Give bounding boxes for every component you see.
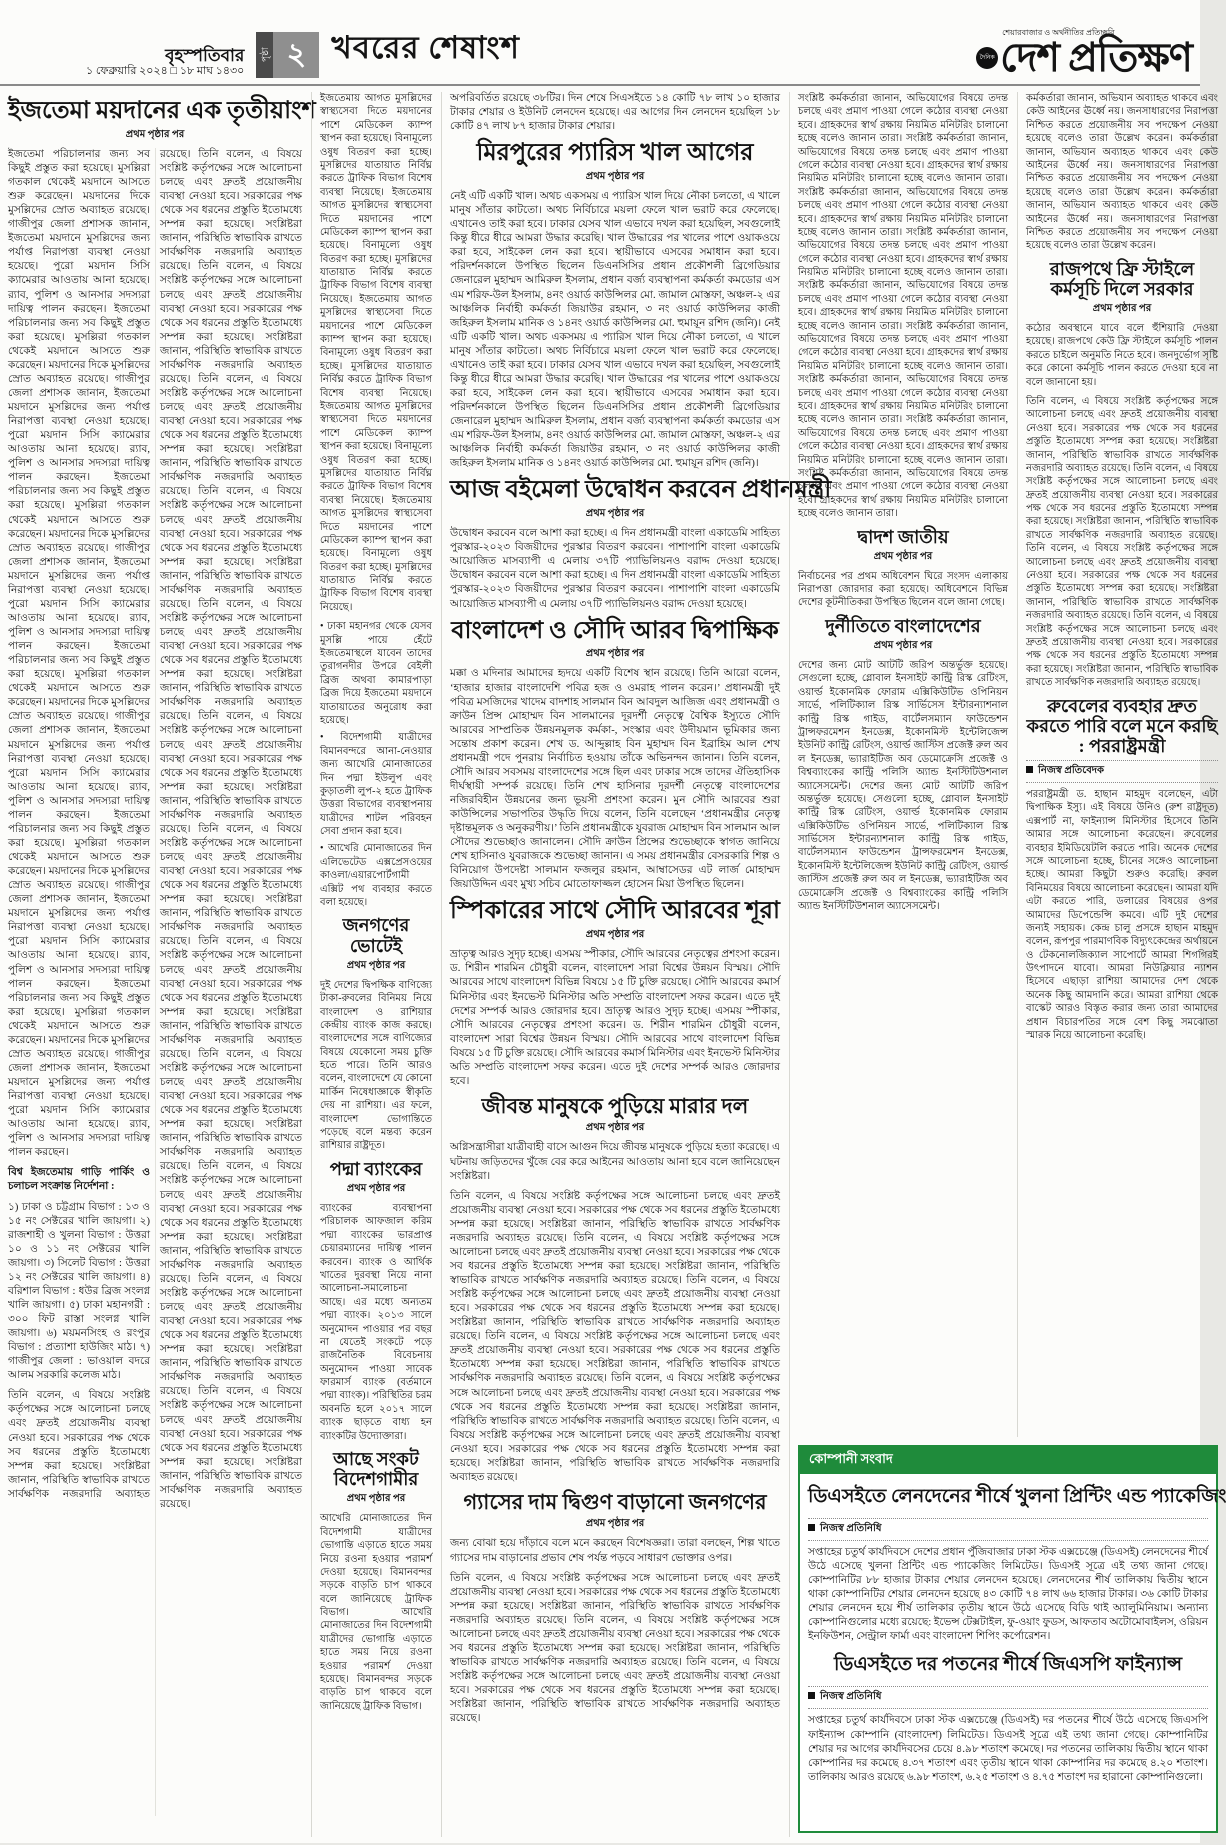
article-headline: আজ বইমেলা উদ্বোধন করবেন প্রধানমন্ত্রী: [450, 477, 832, 504]
article-headline: ডিএসইতে লেনদেনের শীর্ষে খুলনা প্রিন্টিং এন্ড প্যাকেজিং: [808, 1486, 1226, 1507]
bullet-item: • বিদেশগামী যাত্রীদের বিমানবন্দরে আনা-নেওয়ার জন্য আখেরি মোনাজাতের দিন পদ্মা ইউলুপ এবং কুড়াতলী লুপ-২ হতে ট্রাফিক উত্তরা বিভাগের ব্যবস্থাপনায় যাত্রীদের শাটল পরিবহন সেবা প্রদান করা হবে।: [320, 732, 432, 838]
article-body: তিনি বলেন, এ বিষয়ে সংশ্লিষ্ট কর্তৃপক্ষের সঙ্গে আলোচনা চলছে এবং দ্রুতই প্রয়োজনীয় ব্যবস্থা নেওয়া হবে। সরকারের পক্ষ থেকে সব ধরনের প্রস্তুতি ইতোমধ্যে সম্পন্ন করা হয়েছে। সংশ্লিষ্টরা জানান, পরিস্থিতি স্বাভাবিক রাখতে সার্বক্ষণিক নজরদারি অব্যাহত রয়েছে। তিনি বলেন, এ বিষয়ে সংশ্লিষ্ট কর্তৃপক্ষের সঙ্গে আলোচনা চলছে এবং দ্রুতই প্রয়োজনীয় ব্যবস্থা নেওয়া হবে। সরকারের পক্ষ থেকে সব ধরনের প্রস্তুতি ইতোমধ্যে সম্পন্ন করা হয়েছে। সংশ্লিষ্টরা জানান, পরিস্থিতি স্বাভাবিক রাখতে সার্বক্ষণিক নজরদারি অব্যাহত রয়েছে। তিনি বলেন, এ বিষয়ে সংশ্লিষ্ট কর্তৃপক্ষের সঙ্গে আলোচনা চলছে এবং দ্রুতই প্রয়োজনীয় ব্যবস্থা নেওয়া হবে। সরকারের পক্ষ থেকে সব ধরনের প্রস্তুতি ইতোমধ্যে সম্পন্ন করা হয়েছে। সংশ্লিষ্টরা জানান, পরিস্থিতি স্বাভাবিক রাখতে সার্বক্ষণিক নজরদারি অব্যাহত রয়েছে। তিনি বলেন, এ বিষয়ে সংশ্লিষ্ট কর্তৃপক্ষের সঙ্গে আলোচনা চলছে এবং দ্রুতই প্রয়োজনীয় ব্যবস্থা নেওয়া হবে। সরকারের পক্ষ থেকে সব ধরনের প্রস্তুতি ইতোমধ্যে সম্পন্ন করা হয়েছে। সংশ্লিষ্টরা জানান, পরিস্থিতি স্বাভাবিক রাখতে সার্বক্ষণিক নজরদারি অব্যাহত রয়েছে। তিনি বলেন, এ বিষয়ে সংশ্লিষ্ট কর্তৃপক্ষের সঙ্গে আলোচনা চলছে এবং দ্রুতই প্রয়োজনীয় ব্যবস্থা নেওয়া হবে। সরকারের পক্ষ থেকে সব ধরনের প্রস্তুতি ইতোমধ্যে সম্পন্ন করা হয়েছে। সংশ্লিষ্টরা জানান, পরিস্থিতি স্বাভাবিক রাখতে সার্বক্ষণিক নজরদারি অব্যাহত রয়েছে। তিনি বলেন, এ বিষয়ে সংশ্লিষ্ট কর্তৃপক্ষের সঙ্গে আলোচনা চলছে এবং দ্রুতই প্রয়োজনীয় ব্যবস্থা নেওয়া হবে। সরকারের পক্ষ থেকে সব ধরনের প্রস্তুতি ইতোমধ্যে সম্পন্ন করা হয়েছে। সংশ্লিষ্টরা জানান, পরিস্থিতি স্বাভাবিক রাখতে সার্বক্ষণিক নজরদারি অব্যাহত রয়েছে।: [450, 1190, 780, 1483]
section-title: খবরের শেষাংশ: [331, 30, 520, 65]
article-durniti: [798, 616, 1008, 914]
right-columns: [798, 92, 1218, 1437]
article-speaker: [450, 898, 780, 1089]
continued-label: প্রথম পৃষ্ঠার পর: [346, 1493, 406, 1505]
continued-label: প্রথম পৃষ্ঠার পর: [585, 1122, 645, 1134]
page-content: [0, 86, 1226, 1845]
byline: [808, 1518, 1208, 1541]
continued-label: প্রথম পৃষ্ঠার পর: [1092, 303, 1152, 314]
article-body: মক্কা ও মদিনার আমাদের হৃদয়ে একটি বিশেষ স্থান রয়েছে। তিনি আরো বলেন, ‘হাজার হাজার বাংলাদেশি পবিত্র হজ ও ওমরাহ পালন করেন।’ প্রধানমন্ত্রী দুই পবিত্র মসজিদের খাদেম বাদশাহ সালমান বিন আবদুল আজিজ এবং প্রধানমন্ত্রী ও ক্রাউন প্রিন্স মোহাম্মদ বিন সালমানের দূরদর্শী নেতৃত্বে বৈশ্বিক ইস্যুতে সৌদি আরবের সাম্প্রতিক উন্নয়নমূলক কর্মকা-, সংস্কার এবং উদীয়মান ভূমিকার জন্য সন্তোষ প্রকাশ করেন। শেখ ড. আব্দুল্লাহ বিন মুহাম্মদ বিন ইব্রাহিম আল শেখ প্রধানমন্ত্রী পদে পুনরায় নির্বাচিত হওয়ায় তাঁকে অভিনন্দন জানান। তিনি বলেন, সৌদি আরব সবসময় বাংলাদেশের সঙ্গে ছিল এবং ঢাকার সঙ্গে তাদের ঐতিহাসিক দীর্ঘস্থায়ী সম্পর্ক রয়েছে। তিনি শেখ হাসিনার দূরদর্শী নেতৃত্বে বাংলাদেশের নজিরবিহীন উন্নয়নের জন্য ভূয়সী প্রশংসা করেন। মুন সৌদি আরবের শুরা কাউন্সিলের সভাপতির উদ্ধৃতি দিয়ে বলেন, তিনি বলেছেন ‘প্রধানমন্ত্রীর নেতৃত্ব দৃষ্টান্তমূলক ও অনুকরণীয়।’ তিনি প্রধানমন্ত্রীকে যুবরাজ মোহাম্মদ বিন সালমান আল সৌদের শুভেচ্ছাও জানালেন। সৌদি ক্রাউন প্রিন্সের শুভেচ্ছাকে স্বাগত জানিয়ে শেখ হাসিনাও যুবরাজকে শুভেচ্ছা জানান। এ সময় প্রধানমন্ত্রীর বেসরকারি শিল্প ও বিনিয়োগ উপদেষ্টা সালমান ফজলুর রহমান, আম্বাসেডর এট লার্জ মোহাম্মদ জিয়াউদ্দিন এবং মুখ্য সচিব মোতোফাজ্জল হোসেন মিয়া উপস্থিত ছিলেন।: [450, 668, 780, 891]
article-body: পররাষ্ট্রমন্ত্রী ড. হাছান মাহমুদ বলেছেন, এটা দ্বিপাক্ষিক ইস্যু। এই বিষয়ে উনিও (রুশ রাষ্ট্রদূত) এক্সপার্ট না, ফাইন্যান্স মিনিস্টার হিসেবে তিনি আমার সঙ্গে আলোচনা করেছেন। রুবেলের ব্যবহার ইমিডিয়েটলি করতে পারি। অনেক দেশের সঙ্গে আলোচনা হচ্ছে, চীনের সঙ্গেও আলোচনা হচ্ছে। আমরা কিছুটা শুরুও করেছি। রুবল বিনিময়ের বিষয়ে আলোচনা করেছেন। আমরা যদি এটা করতে পারি, ডলারের বিষয়ের ওপর আমাদের ডিপেন্ডেন্সি কমবে। এটি দুই দেশের জন্যই সহায়ক। কেন্দ্র চালু প্রসঙ্গে হাছান মাহমুদ বলেন, রূপপুর পারমাণবিক বিদ্যুৎকেন্দ্রের অর্থায়নে ও টেকনোলজিক্যাল সাপোর্টে আমরা শিগগিরই উৎপাদনে যাবো। আমরা নিউক্লিয়ার ন্যাশন হিসেবে এছাড়া রাশিয়া আমাদের দেশ থেকে অনেক কিছু আমদানি করে। আমরা রাশিয়া থেকে বাস্কেট আরও বিস্তৃত করার জন্য তারা আমাদের প্রধান বিচারপতির সঙ্গে বেশ কিছু সমঝোতা স্মারক নিয়ে আলোচনা করেছি।: [1026, 789, 1218, 1042]
article-saudi: [450, 618, 780, 893]
article-headline: আছে সংকট বিদেশগামীর: [333, 1449, 419, 1490]
byline-bullet-icon: [808, 1692, 815, 1699]
article-headline: জীবন্ত মানুষকে পুড়িয়ে মারার দল: [481, 1093, 749, 1118]
article-boimela: [450, 477, 832, 611]
masthead-logo: দেশ প্রতিক্ষণ: [1000, 35, 1192, 80]
date-line: ১ ফেব্রুয়ারি ২০২৪ □ ১৮ মাঘ ১৪৩০: [86, 65, 245, 78]
article-body: কঠোর অবস্থানে যাবে বলে হুঁশিয়ারি দেওয়া হয়েছে। রাজপথে কেউ ফ্রি স্টাইলে কর্মসূচি পালন করতে চাইলে অনুমতি নিতে হবে। জনদুর্ভোগ সৃষ্টি করে কোনো কর্মসূচি পালন করতে দেওয়া হবে না বলে জানানো হয়।: [1026, 323, 1218, 388]
column-5: [798, 92, 1008, 1437]
masthead-tagline: শেয়ারবাজার ও অর্থনীতির প্রতিচ্ছবি: [1002, 28, 1115, 37]
bullet-item: • আখেরি মোনাজাতের দিন এলিভেটেড এক্সপ্রেসওয়ের কাওলা/এয়ারপোর্টগামী এক্সিট পথ ব্যবহার করতে বলা হয়েছে।: [320, 843, 432, 909]
article-body: ১) ঢাকা ও চট্টগ্রাম বিভাগ : ১৩ ও ১৫ নং সেক্টরের খালি জায়গা। ২) রাজশাহী ও খুলনা বিভাগ : উত্তরা ১০ ও ১১ নং সেক্টরের খালি জায়গা। ৩) সিলেট বিভাগ : উত্তরা ১২ নং সেক্টরের খালি জায়গা। ৪) বরিশাল বিভাগ : ধউর ব্রিজ সংলগ্ন খালি জায়গা। ৫) ঢাকা মহানগরী : ৩০০ ফিট রাস্তা সংলগ্ন খালি জায়গা। ৬) ময়মনসিংহ ও রংপুর বিভাগ : প্রত্যাশা হাউজিং মাঠ। ৭) গাজীপুর জেলা : ভাওয়াল বদরে আলম সরকারি কলেজ মাঠ।: [8, 1201, 150, 1382]
article-headline: দ্বাদশ জাতীয়: [857, 526, 949, 547]
article-body: নেই এটি একটি খাল। অথচ একসময় এ প্যারিস খাল দিয়ে নৌকা চলতো, এ খালে মানুষ সাঁতার কাটতো। অথচ নির্বিচারে ময়লা ফেলে খাল ভরাট করে ফেলেছে। এখানেও তাই করা হবে। ঢাকার যেসব খাল এভাবে দখল করা হয়েছিল, সবগুলোই কিন্তু ধীরে ধীরে আমরা উদ্ধার করেছি। খাল উদ্ধারের পর খালের পাশে ওয়াকওয়ে করা হবে, সাইকেল লেন করা হবে। স্থায়ীভাবে এসবের সমাধান করা হবে। পরিদর্শনকালে উপস্থিত ছিলেন ডিএনসিসির প্রধান প্রকৌশলী ব্রিগেডিয়ার জেনারেল মুহাম্মদ আমিরুল ইসলাম, প্রধান বর্জ্য ব্যবস্থাপনা কর্মকর্তা কমডোর এস এম শরিফ-উল ইসলাম, ৪নং ওয়ার্ড কাউন্সিলর মো. জামাল মোস্তফা, অঞ্চল-২ এর আঞ্চলিক নির্বাহী কর্মকর্তা জিয়াউর রহমান, ৩ নং ওয়ার্ড কাউন্সিলর কাজী জহিরুল ইসলাম মানিক ও ১৪নং ওয়ার্ড কাউন্সিলর মো. হুমায়ূন রশিদ (জনি)। নেই এটি একটি খাল। অথচ একসময় এ প্যারিস খাল দিয়ে নৌকা চলতো, এ খালে মানুষ সাঁতার কাটতো। অথচ নির্বিচারে ময়লা ফেলে খাল ভরাট করে ফেলেছে। এখানেও তাই করা হবে। ঢাকার যেসব খাল এভাবে দখল করা হয়েছিল, সবগুলোই কিন্তু ধীরে ধীরে আমরা উদ্ধার করেছি। খাল উদ্ধারের পর খালের পাশে ওয়াকওয়ে করা হবে, সাইকেল লেন করা হবে। স্থায়ীভাবে এসবের সমাধান করা হবে। পরিদর্শনকালে উপস্থিত ছিলেন ডিএনসিসির প্রধান প্রকৌশলী ব্রিগেডিয়ার জেনারেল মুহাম্মদ আমিরুল ইসলাম, প্রধান বর্জ্য ব্যবস্থাপনা কর্মকর্তা কমডোর এস এম শরিফ-উল ইসলাম, ৪নং ওয়ার্ড কাউন্সিলর মো. জামাল মোস্তফা, অঞ্চল-২ এর আঞ্চলিক নির্বাহী কর্মকর্তা জিয়াউর রহমান, ৩ নং ওয়ার্ড কাউন্সিলর কাজী জহিরুল ইসলাম মানিক ও ১৪নং ওয়ার্ড কাউন্সিলর মো. হুমায়ূন রশিদ (জনি)।: [450, 191, 780, 470]
right-section: [789, 92, 1226, 1837]
article-body: তিনি বলেন, এ বিষয়ে সংশ্লিষ্ট কর্তৃপক্ষের সঙ্গে আলোচনা চলছে এবং দ্রুতই প্রয়োজনীয় ব্যবস্থা নেওয়া হবে। সরকারের পক্ষ থেকে সব ধরনের প্রস্তুতি ইতোমধ্যে সম্পন্ন করা হয়েছে। সংশ্লিষ্টরা জানান, পরিস্থিতি স্বাভাবিক রাখতে সার্বক্ষণিক নজরদারি অব্যাহত রয়েছে। তিনি বলেন, এ বিষয়ে সংশ্লিষ্ট কর্তৃপক্ষের সঙ্গে আলোচনা চলছে এবং দ্রুতই প্রয়োজনীয় ব্যবস্থা নেওয়া হবে। সরকারের পক্ষ থেকে সব ধরনের প্রস্তুতি ইতোমধ্যে সম্পন্ন করা হয়েছে। সংশ্লিষ্টরা জানান, পরিস্থিতি স্বাভাবিক রাখতে সার্বক্ষণিক নজরদারি অব্যাহত রয়েছে। তিনি বলেন, এ বিষয়ে সংশ্লিষ্ট কর্তৃপক্ষের সঙ্গে আলোচনা চলছে এবং দ্রুতই প্রয়োজনীয় ব্যবস্থা নেওয়া হবে। সরকারের পক্ষ থেকে সব ধরনের প্রস্তুতি ইতোমধ্যে সম্পন্ন করা হয়েছে। সংশ্লিষ্টরা জানান, পরিস্থিতি স্বাভাবিক রাখতে সার্বক্ষণিক নজরদারি অব্যাহত রয়েছে। তিনি বলেন, এ বিষয়ে সংশ্লিষ্ট কর্তৃপক্ষের সঙ্গে আলোচনা চলছে এবং দ্রুতই প্রয়োজনীয় ব্যবস্থা নেওয়া হবে। সরকারের পক্ষ থেকে সব ধরনের প্রস্তুতি ইতোমধ্যে সম্পন্ন করা হয়েছে। সংশ্লিষ্টরা জানান, পরিস্থিতি স্বাভাবিক রাখতে সার্বক্ষণিক নজরদারি অব্যাহত রয়েছে। তিনি বলেন, এ বিষয়ে সংশ্লিষ্ট কর্তৃপক্ষের সঙ্গে আলোচনা চলছে এবং দ্রুতই প্রয়োজনীয় ব্যবস্থা নেওয়া হবে। সরকারের পক্ষ থেকে সব ধরনের প্রস্তুতি ইতোমধ্যে সম্পন্ন করা হয়েছে। সংশ্লিষ্টরা জানান, পরিস্থিতি স্বাভাবিক রাখতে সার্বক্ষণিক নজরদারি অব্যাহত রয়েছে। তিনি বলেন, এ বিষয়ে সংশ্লিষ্ট কর্তৃপক্ষের সঙ্গে আলোচনা চলছে এবং দ্রুতই প্রয়োজনীয় ব্যবস্থা নেওয়া হবে। সরকারের পক্ষ থেকে সব ধরনের প্রস্তুতি ইতোমধ্যে সম্পন্ন করা হয়েছে। সংশ্লিষ্টরা জানান, পরিস্থিতি স্বাভাবিক রাখতে সার্বক্ষণিক নজরদারি অব্যাহত রয়েছে। তিনি বলেন, এ বিষয়ে সংশ্লিষ্ট কর্তৃপক্ষের সঙ্গে আলোচনা চলছে এবং দ্রুতই প্রয়োজনীয় ব্যবস্থা নেওয়া হবে। সরকারের পক্ষ থেকে সব ধরনের প্রস্তুতি ইতোমধ্যে সম্পন্ন করা হয়েছে। সংশ্লিষ্টরা জানান, পরিস্থিতি স্বাভাবিক রাখতে সার্বক্ষণিক নজরদারি অব্যাহত রয়েছে। তিনি বলেন, এ বিষয়ে সংশ্লিষ্ট কর্তৃপক্ষের সঙ্গে আলোচনা চলছে এবং দ্রুতই প্রয়োজনীয় ব্যবস্থা নেওয়া হবে। সরকারের পক্ষ থেকে সব ধরনের প্রস্তুতি ইতোমধ্যে সম্পন্ন করা হয়েছে। সংশ্লিষ্টরা জানান, পরিস্থিতি স্বাভাবিক রাখতে সার্বক্ষণিক নজরদারি অব্যাহত রয়েছে। তিনি বলেন, এ বিষয়ে সংশ্লিষ্ট কর্তৃপক্ষের সঙ্গে আলোচনা চলছে এবং দ্রুতই প্রয়োজনীয় ব্যবস্থা নেওয়া হবে। সরকারের পক্ষ থেকে সব ধরনের প্রস্তুতি ইতোমধ্যে সম্পন্ন করা হয়েছে। সংশ্লিষ্টরা জানান, পরিস্থিতি স্বাভাবিক রাখতে সার্বক্ষণিক নজরদারি অব্যাহত রয়েছে। তিনি বলেন, এ বিষয়ে সংশ্লিষ্ট কর্তৃপক্ষের সঙ্গে আলোচনা চলছে এবং দ্রুতই প্রয়োজনীয় ব্যবস্থা নেওয়া হবে। সরকারের পক্ষ থেকে সব ধরনের প্রস্তুতি ইতোমধ্যে সম্পন্ন করা হয়েছে। সংশ্লিষ্টরা জানান, পরিস্থিতি স্বাভাবিক রাখতে সার্বক্ষণিক নজরদারি অব্যাহত রয়েছে। তিনি বলেন, এ বিষয়ে সংশ্লিষ্ট কর্তৃপক্ষের সঙ্গে আলোচনা চলছে এবং দ্রুতই প্রয়োজনীয় ব্যবস্থা নেওয়া হবে। সরকারের পক্ষ থেকে সব ধরনের প্রস্তুতি ইতোমধ্যে সম্পন্ন করা হয়েছে। সংশ্লিষ্টরা জানান, পরিস্থিতি স্বাভাবিক রাখতে সার্বক্ষণিক নজরদারি অব্যাহত রয়েছে। তিনি বলেন, এ বিষয়ে সংশ্লিষ্ট কর্তৃপক্ষের সঙ্গে আলোচনা চলছে এবং দ্রুতই প্রয়োজনীয় ব্যবস্থা নেওয়া হবে। সরকারের পক্ষ থেকে সব ধরনের প্রস্তুতি ইতোমধ্যে সম্পন্ন করা হয়েছে। সংশ্লিষ্টরা জানান, পরিস্থিতি স্বাভাবিক রাখতে সার্বক্ষণিক নজরদারি অব্যাহত রয়েছে। তিনি বলেন, এ বিষয়ে সংশ্লিষ্ট কর্তৃপক্ষের সঙ্গে আলোচনা চলছে এবং দ্রুতই প্রয়োজনীয় ব্যবস্থা নেওয়া হবে। সরকারের পক্ষ থেকে সব ধরনের প্রস্তুতি ইতোমধ্যে সম্পন্ন করা হয়েছে। সংশ্লিষ্টরা জানান, পরিস্থিতি স্বাভাবিক রাখতে সার্বক্ষণিক নজরদারি অব্যাহত রয়েছে।: [8, 148, 302, 1510]
continued-label: প্রথম পৃষ্ঠার পর: [873, 550, 933, 562]
article-body: তিনি বলেন, এ বিষয়ে সংশ্লিষ্ট কর্তৃপক্ষের সঙ্গে আলোচনা চলছে এবং দ্রুতই প্রয়োজনীয় ব্যবস্থা নেওয়া হবে। সরকারের পক্ষ থেকে সব ধরনের প্রস্তুতি ইতোমধ্যে সম্পন্ন করা হয়েছে। সংশ্লিষ্টরা জানান, পরিস্থিতি স্বাভাবিক রাখতে সার্বক্ষণিক নজরদারি অব্যাহত রয়েছে। তিনি বলেন, এ বিষয়ে সংশ্লিষ্ট কর্তৃপক্ষের সঙ্গে আলোচনা চলছে এবং দ্রুতই প্রয়োজনীয় ব্যবস্থা নেওয়া হবে। সরকারের পক্ষ থেকে সব ধরনের প্রস্তুতি ইতোমধ্যে সম্পন্ন করা হয়েছে। সংশ্লিষ্টরা জানান, পরিস্থিতি স্বাভাবিক রাখতে সার্বক্ষণিক নজরদারি অব্যাহত রয়েছে। তিনি বলেন, এ বিষয়ে সংশ্লিষ্ট কর্তৃপক্ষের সঙ্গে আলোচনা চলছে এবং দ্রুতই প্রয়োজনীয় ব্যবস্থা নেওয়া হবে। সরকারের পক্ষ থেকে সব ধরনের প্রস্তুতি ইতোমধ্যে সম্পন্ন করা হয়েছে। সংশ্লিষ্টরা জানান, পরিস্থিতি স্বাভাবিক রাখতে সার্বক্ষণিক নজরদারি অব্যাহত রয়েছে।: [450, 1572, 780, 1725]
article-body: সপ্তাহের চতুর্থ কার্যদিবসে দেশের প্রধান পুঁজিবাজার ঢাকা স্টক এক্সচেঞ্জে (ডিএসই) লেনদেনের শীর্ষে উঠে এসেছে খুলনা প্রিন্টিং এন্ড প্যাকেজিং লিমিটেড। ডিএসই সূত্রে এই তথ্য জানা গেছে। কোম্পানিটির ৮৮ হাজার টাকার শেয়ার লেনদেন হয়েছে। লেনদেনের শীর্ষ তালিকায় দ্বিতীয় স্থানে থাকা কোম্পানিটির শেয়ার লেনদেন হয়েছে ৪৩ কোটি ৭৪ লাখ ৬৬ হাজার টাকার। ৩৬ কোটি টাকার শেয়ার লেনদেন হয়ে শীর্ষ তালিকার তৃতীয় স্থানে উঠে এসেছে বিডি থাই অ্যালুমিনিয়াম। অন্যান্য কোম্পানিগুলোর মধ্যে রয়েছে: ইভেন্স টেক্সটাইল, ফু-ওয়াং ফুডস, আফতাব অটোমোবাইলস, ওরিয়ন ইনফিউশন, সেন্ট্রাল ফার্মা এবং বাংলাদেশ শিপিং কর্পোরেশন।: [808, 1547, 1208, 1643]
article-headline: বাংলাদেশ ও সৌদি আরব দ্বিপাক্ষিক: [451, 617, 779, 644]
article-headline: পদ্মা ব্যাংকের: [329, 1158, 423, 1179]
article-bidesh: [320, 1449, 432, 1713]
article-headline: ইজতেমা ময়দানের এক তৃতীয়াংশ: [8, 98, 316, 124]
article-headline: মিরপুরের প্যারিস খাল আগের: [476, 140, 754, 167]
continued-label: প্রথম পৃষ্ঠার পর: [585, 1518, 645, 1530]
article-ijtema: [8, 92, 316, 1837]
continued-label: প্রথম পৃষ্ঠার পর: [585, 171, 645, 183]
byline-bullet-icon: [1026, 766, 1033, 773]
article-body: দেশের জন্য মোট আটটি জরিপ অন্তর্ভুক্ত হয়েছে। সেগুলো হচ্ছে, গ্লোবাল ইনসাইট কান্ট্রি রিস্ক রেটিংস, ওয়ার্ল্ড ইকোনমিক ফোরাম এক্সিকিউটিভ ওপিনিয়ন সার্ভে, পলিটিক্যাল রিস্ক সার্ভিসেস ইন্টারন্যাশনাল কান্ট্রি রিস্ক গাইড, বার্টেলসম্যান ফাউন্ডেশন ট্রান্সফরমেশন ইনডেক্স, ইকোনমিস্ট ইন্টেলিজেন্স ইউনিট কান্ট্রি রেটিংস, ওয়ার্ল্ড জাস্টিস প্রজেক্ট রুল অব ল ইনডেক্স, ভ্যারাইটিজ অব ডেমোক্রেসি প্রজেক্ট ও বিশ্বব্যাংকের কান্ট্রি পলিসি অ্যান্ড ইনস্টিটিউশনাল অ্যাসেসমেন্ট। দেশের জন্য মোট আটটি জরিপ অন্তর্ভুক্ত হয়েছে। সেগুলো হচ্ছে, গ্লোবাল ইনসাইট কান্ট্রি রিস্ক রেটিংস, ওয়ার্ল্ড ইকোনমিক ফোরাম এক্সিকিউটিভ ওপিনিয়ন সার্ভে, পলিটিক্যাল রিস্ক সার্ভিসেস ইন্টারন্যাশনাল কান্ট্রি রিস্ক গাইড, বার্টেলসম্যান ফাউন্ডেশন ট্রান্সফরমেশন ইনডেক্স, ইকোনমিস্ট ইন্টেলিজেন্স ইউনিট কান্ট্রি রেটিংস, ওয়ার্ল্ড জাস্টিস প্রজেক্ট রুল অব ল ইনডেক্স, ভ্যারাইটিজ অব ডেমোক্রেসি প্রজেক্ট ও বিশ্বব্যাংকের কান্ট্রি পলিসি অ্যান্ড ইনস্টিটিউশনাল অ্যাসেসমেন্ট।: [798, 659, 1008, 913]
company-news-header: কোম্পানী সংবাদ: [800, 1447, 1216, 1474]
column-4: [441, 92, 832, 1837]
masthead: [976, 29, 1192, 78]
continued-label: প্রথম পৃষ্ঠার পর: [873, 639, 933, 651]
byline: [808, 1686, 1208, 1709]
byline: [1026, 760, 1218, 783]
article-body: অগ্নিসন্ত্রাসীরা যাত্রীবাহী বাসে আগুন দিয়ে জীবন্ত মানুষকে পুড়িয়ে হত্যা করেছে। এ ঘটনায় জড়িতদের খুঁজে বের করে আইনের আওতায় আনা হবে বলে জানিয়েছেন সংশ্লিষ্টরা।: [450, 1142, 780, 1182]
article-body: নির্বাচনের পর প্রথম অধিবেশন ঘিরে সংসদ এলাকায় নিরাপত্তা জোরদার করা হয়েছে। অধিবেশনে বিভিন্ন দেশের কূটনীতিকরা উপস্থিত ছিলেন বলে জানা গেছে।: [798, 570, 1008, 609]
masthead-emblem: দৈনিক: [976, 47, 998, 69]
byline-label: নিজস্ব প্রতিবেদক: [1038, 765, 1105, 777]
continued-label: প্রথম পৃষ্ঠার পর: [585, 648, 645, 660]
column-3: [311, 92, 432, 1837]
article-company-a: [808, 1482, 1226, 1644]
article-padma: [320, 1159, 432, 1443]
masthead-logo-row: [976, 35, 1192, 80]
company-news-body: [800, 1474, 1226, 1795]
article-body: তিনি বলেন, এ বিষয়ে সংশ্লিষ্ট কর্তৃপক্ষের সঙ্গে আলোচনা চলছে এবং দ্রুতই প্রয়োজনীয় ব্যবস্থা নেওয়া হবে। সরকারের পক্ষ থেকে সব ধরনের প্রস্তুতি ইতোমধ্যে সম্পন্ন করা হয়েছে। সংশ্লিষ্টরা জানান, পরিস্থিতি স্বাভাবিক রাখতে সার্বক্ষণিক নজরদারি অব্যাহত রয়েছে। তিনি বলেন, এ বিষয়ে সংশ্লিষ্ট কর্তৃপক্ষের সঙ্গে আলোচনা চলছে এবং দ্রুতই প্রয়োজনীয় ব্যবস্থা নেওয়া হবে। সরকারের পক্ষ থেকে সব ধরনের প্রস্তুতি ইতোমধ্যে সম্পন্ন করা হয়েছে। সংশ্লিষ্টরা জানান, পরিস্থিতি স্বাভাবিক রাখতে সার্বক্ষণিক নজরদারি অব্যাহত রয়েছে। তিনি বলেন, এ বিষয়ে সংশ্লিষ্ট কর্তৃপক্ষের সঙ্গে আলোচনা চলছে এবং দ্রুতই প্রয়োজনীয় ব্যবস্থা নেওয়া হবে। সরকারের পক্ষ থেকে সব ধরনের প্রস্তুতি ইতোমধ্যে সম্পন্ন করা হয়েছে। সংশ্লিষ্টরা জানান, পরিস্থিতি স্বাভাবিক রাখতে সার্বক্ষণিক নজরদারি অব্যাহত রয়েছে। তিনি বলেন, এ বিষয়ে সংশ্লিষ্ট কর্তৃপক্ষের সঙ্গে আলোচনা চলছে এবং দ্রুতই প্রয়োজনীয় ব্যবস্থা নেওয়া হবে। সরকারের পক্ষ থেকে সব ধরনের প্রস্তুতি ইতোমধ্যে সম্পন্ন করা হয়েছে। সংশ্লিষ্টরা জানান, পরিস্থিতি স্বাভাবিক রাখতে সার্বক্ষণিক নজরদারি অব্যাহত রয়েছে।: [1026, 395, 1218, 689]
article-company-b: [808, 1650, 1208, 1784]
article-body: ইজতেমা পরিচালনার জন্য সব কিছুই প্রস্তুত করা হয়েছে। মুসল্লিরা গতকাল থেকেই ময়দানে আসতে শুরু করেছেন। ময়দানের দিকে মুসল্লিদের স্রোত অব্যাহত রয়েছে। গাজীপুর জেলা প্রশাসক জানান, ইজতেমা ময়দানে মুসল্লিদের জন্য পর্যাপ্ত নিরাপত্তা ব্যবস্থা নেওয়া হয়েছে। পুরো ময়দান সিসি ক্যামেরার আওতায় আনা হয়েছে। র‌্যাব, পুলিশ ও আনসার সদস্যরা দায়িত্ব পালন করছেন। ইজতেমা পরিচালনার জন্য সব কিছুই প্রস্তুত করা হয়েছে। মুসল্লিরা গতকাল থেকেই ময়দানে আসতে শুরু করেছেন। ময়দানের দিকে মুসল্লিদের স্রোত অব্যাহত রয়েছে। গাজীপুর জেলা প্রশাসক জানান, ইজতেমা ময়দানে মুসল্লিদের জন্য পর্যাপ্ত নিরাপত্তা ব্যবস্থা নেওয়া হয়েছে। পুরো ময়দান সিসি ক্যামেরার আওতায় আনা হয়েছে। র‌্যাব, পুলিশ ও আনসার সদস্যরা দায়িত্ব পালন করছেন। ইজতেমা পরিচালনার জন্য সব কিছুই প্রস্তুত করা হয়েছে। মুসল্লিরা গতকাল থেকেই ময়দানে আসতে শুরু করেছেন। ময়দানের দিকে মুসল্লিদের স্রোত অব্যাহত রয়েছে। গাজীপুর জেলা প্রশাসক জানান, ইজতেমা ময়দানে মুসল্লিদের জন্য পর্যাপ্ত নিরাপত্তা ব্যবস্থা নেওয়া হয়েছে। পুরো ময়দান সিসি ক্যামেরার আওতায় আনা হয়েছে। র‌্যাব, পুলিশ ও আনসার সদস্যরা দায়িত্ব পালন করছেন। ইজতেমা পরিচালনার জন্য সব কিছুই প্রস্তুত করা হয়েছে। মুসল্লিরা গতকাল থেকেই ময়দানে আসতে শুরু করেছেন। ময়দানের দিকে মুসল্লিদের স্রোত অব্যাহত রয়েছে। গাজীপুর জেলা প্রশাসক জানান, ইজতেমা ময়দানে মুসল্লিদের জন্য পর্যাপ্ত নিরাপত্তা ব্যবস্থা নেওয়া হয়েছে। পুরো ময়দান সিসি ক্যামেরার আওতায় আনা হয়েছে। র‌্যাব, পুলিশ ও আনসার সদস্যরা দায়িত্ব পালন করছেন। ইজতেমা পরিচালনার জন্য সব কিছুই প্রস্তুত করা হয়েছে। মুসল্লিরা গতকাল থেকেই ময়দানে আসতে শুরু করেছেন। ময়দানের দিকে মুসল্লিদের স্রোত অব্যাহত রয়েছে। গাজীপুর জেলা প্রশাসক জানান, ইজতেমা ময়দানে মুসল্লিদের জন্য পর্যাপ্ত নিরাপত্তা ব্যবস্থা নেওয়া হয়েছে। পুরো ময়দান সিসি ক্যামেরার আওতায় আনা হয়েছে। র‌্যাব, পুলিশ ও আনসার সদস্যরা দায়িত্ব পালন করছেন। ইজতেমা পরিচালনার জন্য সব কিছুই প্রস্তুত করা হয়েছে। মুসল্লিরা গতকাল থেকেই ময়দানে আসতে শুরু করেছেন। ময়দানের দিকে মুসল্লিদের স্রোত অব্যাহত রয়েছে। গাজীপুর জেলা প্রশাসক জানান, ইজতেমা ময়দানে মুসল্লিদের জন্য পর্যাপ্ত নিরাপত্তা ব্যবস্থা নেওয়া হয়েছে। পুরো ময়দান সিসি ক্যামেরার আওতায় আনা হয়েছে। র‌্যাব, পুলিশ ও আনসার সদস্যরা দায়িত্ব পালন করছেন।: [8, 148, 150, 1159]
continued-label: প্রথম পৃষ্ঠার পর: [585, 508, 645, 520]
continued-label: প্রথম পৃষ্ঠার পর: [346, 1182, 406, 1194]
article-dwadash: [798, 527, 1008, 610]
market-tail-body: অপরিবর্তিত রয়েছে ৩৮টির। দিন শেষে সিএসইতে ১৪ কোটি ৭৮ লাখ ১০ হাজার টাকার শেয়ার ও ইউনিট লেনদেন হয়েছে। এর আগের দিন লেনদেন হয়েছিল ১৮ কোটি ৪৭ লাখ ৮৭ হাজার টাকার শেয়ার।: [450, 93, 780, 133]
page-number-label: পৃষ্ঠা: [256, 32, 273, 78]
article-ruble: [1026, 696, 1218, 1043]
article-headline: দুর্নীতিতে বাংলাদেশের: [825, 615, 981, 636]
column-6: [1017, 92, 1218, 1437]
weekday: বৃহস্পতিবার: [165, 45, 245, 65]
article-body-columns: [8, 148, 302, 1816]
article-body: ইজতেমায় আগত মুসল্লিদের স্বাস্থ্যসেবা দিতে ময়দানের পাশে মেডিকেল ক্যাম্প স্থাপন করা হয়েছে। বিনামূল্যে ওষুধ বিতরণ করা হচ্ছে। মুসল্লিদের যাতায়াত নির্বিঘ্ন করতে ট্রাফিক বিভাগ বিশেষ ব্যবস্থা নিয়েছে। ইজতেমায় আগত মুসল্লিদের স্বাস্থ্যসেবা দিতে ময়দানের পাশে মেডিকেল ক্যাম্প স্থাপন করা হয়েছে। বিনামূল্যে ওষুধ বিতরণ করা হচ্ছে। মুসল্লিদের যাতায়াত নির্বিঘ্ন করতে ট্রাফিক বিভাগ বিশেষ ব্যবস্থা নিয়েছে। ইজতেমায় আগত মুসল্লিদের স্বাস্থ্যসেবা দিতে ময়দানের পাশে মেডিকেল ক্যাম্প স্থাপন করা হয়েছে। বিনামূল্যে ওষুধ বিতরণ করা হচ্ছে। মুসল্লিদের যাতায়াত নির্বিঘ্ন করতে ট্রাফিক বিভাগ বিশেষ ব্যবস্থা নিয়েছে। ইজতেমায় আগত মুসল্লিদের স্বাস্থ্যসেবা দিতে ময়দানের পাশে মেডিকেল ক্যাম্প স্থাপন করা হয়েছে। বিনামূল্যে ওষুধ বিতরণ করা হচ্ছে। মুসল্লিদের যাতায়াত নির্বিঘ্ন করতে ট্রাফিক বিভাগ বিশেষ ব্যবস্থা নিয়েছে। ইজতেমায় আগত মুসল্লিদের স্বাস্থ্যসেবা দিতে ময়দানের পাশে মেডিকেল ক্যাম্প স্থাপন করা হয়েছে। বিনামূল্যে ওষুধ বিতরণ করা হচ্ছে। মুসল্লিদের যাতায়াত নির্বিঘ্ন করতে ট্রাফিক বিভাগ বিশেষ ব্যবস্থা নিয়েছে।: [320, 93, 432, 613]
page-header: [0, 0, 1200, 86]
article-burning: [450, 1095, 780, 1485]
article-headline: জনগণের ভোটেই: [342, 915, 410, 956]
article-body: আখেরি মোনাজাতের দিন বিদেশগামী যাত্রীদের ভোগান্তি এড়াতে হাতে সময় নিয়ে রওনা হওয়ার পরামর্শ দেওয়া হয়েছে। বিমানবন্দর সড়কে বাড়তি চাপ থাকবে বলে জানিয়েছে ট্রাফিক বিভাগ। আখেরি মোনাজাতের দিন বিদেশগামী যাত্রীদের ভোগান্তি এড়াতে হাতে সময় নিয়ে রওনা হওয়ার পরামর্শ দেওয়া হয়েছে। বিমানবন্দর সড়কে বাড়তি চাপ থাকবে বলে জানিয়েছে ট্রাফিক বিভাগ।: [320, 1513, 432, 1712]
article-body: ব্যাংকের ব্যবস্থাপনা পরিচালক আফজাল করিম পদ্মা ব্যাংকের ভারপ্রাপ্ত চেয়ারম্যানের দায়িত্ব পালন করবেন। ব্যাংক ও আর্থিক খাতের দুরবস্থা নিয়ে নানা আলোচনা-সমালোচনা আছে। এর মধ্যে অন্যতম পদ্মা ব্যাংক। ২০১৩ সালে অনুমোদন পাওয়ার পর বছর না যেতেই সংকটে পড়ে রাজনৈতিক বিবেচনায় অনুমোদন পাওয়া সাবেক ফারমার্স ব্যাংক (বর্তমানে পদ্মা ব্যাংক)। পরিস্থিতির চরম অবনতি হলে ২০১৭ সালে ব্যাংক ছাড়তে বাধ্য হন ব্যাংকটির উদ্যোক্তারা।: [320, 1202, 432, 1442]
article-gas: [450, 1491, 780, 1726]
article-mirpur: [450, 140, 780, 471]
article-body: সংশ্লিষ্ট কর্মকর্তারা জানান, অভিযোগের বিষয়ে তদন্ত চলছে এবং প্রমাণ পাওয়া গেলে কঠোর ব্যবস্থা নেওয়া হবে। গ্রাহকদের স্বার্থ রক্ষায় নিয়মিত মনিটরিং চালানো হচ্ছে বলেও জানান তারা। সংশ্লিষ্ট কর্মকর্তারা জানান, অভিযোগের বিষয়ে তদন্ত চলছে এবং প্রমাণ পাওয়া গেলে কঠোর ব্যবস্থা নেওয়া হবে। গ্রাহকদের স্বার্থ রক্ষায় নিয়মিত মনিটরিং চালানো হচ্ছে বলেও জানান তারা। সংশ্লিষ্ট কর্মকর্তারা জানান, অভিযোগের বিষয়ে তদন্ত চলছে এবং প্রমাণ পাওয়া গেলে কঠোর ব্যবস্থা নেওয়া হবে। গ্রাহকদের স্বার্থ রক্ষায় নিয়মিত মনিটরিং চালানো হচ্ছে বলেও জানান তারা। সংশ্লিষ্ট কর্মকর্তারা জানান, অভিযোগের বিষয়ে তদন্ত চলছে এবং প্রমাণ পাওয়া গেলে কঠোর ব্যবস্থা নেওয়া হবে। গ্রাহকদের স্বার্থ রক্ষায় নিয়মিত মনিটরিং চালানো হচ্ছে বলেও জানান তারা। সংশ্লিষ্ট কর্মকর্তারা জানান, অভিযোগের বিষয়ে তদন্ত চলছে এবং প্রমাণ পাওয়া গেলে কঠোর ব্যবস্থা নেওয়া হবে। গ্রাহকদের স্বার্থ রক্ষায় নিয়মিত মনিটরিং চালানো হচ্ছে বলেও জানান তারা। সংশ্লিষ্ট কর্মকর্তারা জানান, অভিযোগের বিষয়ে তদন্ত চলছে এবং প্রমাণ পাওয়া গেলে কঠোর ব্যবস্থা নেওয়া হবে। গ্রাহকদের স্বার্থ রক্ষায় নিয়মিত মনিটরিং চালানো হচ্ছে বলেও জানান তারা। সংশ্লিষ্ট কর্মকর্তারা জানান, অভিযোগের বিষয়ে তদন্ত চলছে এবং প্রমাণ পাওয়া গেলে কঠোর ব্যবস্থা নেওয়া হবে। গ্রাহকদের স্বার্থ রক্ষায় নিয়মিত মনিটরিং চালানো হচ্ছে বলেও জানান তারা। সংশ্লিষ্ট কর্মকর্তারা জানান, অভিযোগের বিষয়ে তদন্ত চলছে এবং প্রমাণ পাওয়া গেলে কঠোর ব্যবস্থা নেওয়া হবে। গ্রাহকদের স্বার্থ রক্ষায় নিয়মিত মনিটরিং চালানো হচ্ছে বলেও জানান তারা। সংশ্লিষ্ট কর্মকর্তারা জানান, অভিযোগের বিষয়ে তদন্ত চলছে এবং প্রমাণ পাওয়া গেলে কঠোর ব্যবস্থা নেওয়া হবে। গ্রাহকদের স্বার্থ রক্ষায় নিয়মিত মনিটরিং চালানো হচ্ছে বলেও জানান তারা।: [798, 93, 1008, 520]
bullet-item: • ঢাকা মহানগর থেকে যেসব মুসল্লি পায়ে হেঁটে ইজতেমাস্থলে যাবেন তাদের তুরাগনদীর উপরে বেইলী ব্রিজ অথবা কামারপাড়া ব্রিজ দিয়ে ইজতেমা ময়দানে যাতায়াতের অনুরোধ করা হয়েছে।: [320, 621, 432, 726]
article-body: ভ্রাতৃত্ব আরও সুদৃঢ় হচ্ছে। এসময় স্পীকার, সৌদি আরবের নেতৃত্বের প্রশংসা করেন। ড. শিরীন শারমিন চৌধুরী বলেন, বাংলাদেশ সারা বিশ্বের উন্নয়ন বিস্ময়। সৌদি আরবের সাথে বাংলাদেশ বিভিন্ন বিষয়ে ১৫ টি চুক্তি রয়েছে। সৌদি আরবের কমার্স মিনিস্টার এবং ইনভেস্ট মিনিস্টার অতি সম্প্রতি বাংলাদেশ সফর করেন। এতে দুই দেশের সম্পর্ক আরও জোরদার হবে। ভ্রাতৃত্ব আরও সুদৃঢ় হচ্ছে। এসময় স্পীকার, সৌদি আরবের নেতৃত্বের প্রশংসা করেন। ড. শিরীন শারমিন চৌধুরী বলেন, বাংলাদেশ সারা বিশ্বের উন্নয়ন বিস্ময়। সৌদি আরবের সাথে বাংলাদেশ বিভিন্ন বিষয়ে ১৫ টি চুক্তি রয়েছে। সৌদি আরবের কমার্স মিনিস্টার এবং ইনভেস্ট মিনিস্টার অতি সম্প্রতি বাংলাদেশ সফর করেন। এতে দুই দেশের সম্পর্ক আরও জোরদার হবে।: [450, 949, 780, 1087]
continued-label: প্রথম পৃষ্ঠার পর: [585, 929, 645, 941]
article-body: জন্য বোঝা হয়ে দাঁড়াবে বলে মনে করছেন বিশেষজ্ঞরা। তারা বলছেন, শিল্প খাতে গ্যাসের দাম বাড়ানোর প্রভাব শেষ পর্যন্ত পড়বে সাধারণ ভোক্তার ওপর।: [450, 1538, 780, 1564]
page-number: ২: [273, 32, 319, 78]
article-street: [1026, 259, 1218, 690]
article-headline: রুবেলের ব্যবহার দ্রুত করতে পারি বলে মনে করছি : পররাষ্ট্রমন্ত্রী: [1026, 695, 1218, 756]
continued-label: প্রথম পৃষ্ঠার পর: [346, 959, 406, 971]
article-body: দুই দেশের দ্বিপক্ষিক বাণিজ্যে টাকা-রুবলের বিনিময় নিয়ে বাংলাদেশ ও রাশিয়ার কেন্দ্রীয় ব্যাংক কাজ করছে। বাংলাদেশের সঙ্গে বাণিজ্যের বিষয়ে যেকোনো সময় চুক্তি হতে পারে। তিনি আরও বলেন, বাংলাদেশে যে কোনো মার্কিন নিষেধাজ্ঞাকে স্বীকৃতি দেয় না রাশিয়া। এর ফলে, বাংলাদেশ ভোগান্তিতে পড়েছে বলে মন্তব্য করেন রাশিয়ার রাষ্ট্রদূত।: [320, 979, 432, 1152]
company-news-box: [798, 1445, 1226, 1833]
article-subhead: বিশ্ব ইজতেমায় গাড়ি পার্কিং ও চলাচল সংক্রান্ত নির্দেশনা :: [8, 1167, 150, 1193]
date-block: [86, 46, 244, 78]
article-vote: [320, 915, 432, 1152]
byline-label: নিজস্ব প্রতিনিধি: [820, 1523, 882, 1534]
byline-label: নিজস্ব প্রতিনিধি: [820, 1691, 882, 1703]
article-body: উদ্বোধন করবেন বলে আশা করা হচ্ছে। এ দিন প্রধানমন্ত্রী বাংলা একাডেমি সাহিত্য পুরস্কার-২০২৩ বিজয়ীদের পুরস্কার বিতরণ করবেন। পাশাপাশি বাংলা একাডেমি আয়োজিত মাসব্যাপী এ মেলায় ৩৭টি প্যাভিলিয়নও বরাদ্দ দেওয়া হয়েছে। উদ্বোধন করবেন বলে আশা করা হচ্ছে। এ দিন প্রধানমন্ত্রী বাংলা একাডেমি সাহিত্য পুরস্কার-২০২৩ বিজয়ীদের পুরস্কার বিতরণ করবেন। পাশাপাশি বাংলা একাডেমি আয়োজিত মাসব্যাপী এ মেলায় ৩৭টি প্যাভিলিয়নও বরাদ্দ দেওয়া হয়েছে।: [450, 528, 780, 610]
page-number-box: [256, 32, 319, 78]
byline-bullet-icon: [808, 1524, 815, 1531]
article-body: সপ্তাহের চতুর্থ কার্যদিবসে ঢাকা স্টক এক্সচেঞ্জে (ডিএসই) দর পতনের শীর্ষে উঠে এসেছে জিএসপি ফাইন্যান্স কোম্পানি (বাংলাদেশ) লিমিটেড। ডিএসই সূত্রে এই তথ্য জানা গেছে। কোম্পানিটির শেয়ার দর আগের কার্যদিবসের চেয়ে ৪.৯৮ শতাংশ কমেছে। দর পতনের তালিকায় দ্বিতীয় স্থানে থাকা কোম্পানির দর কমেছে ৪.৩৭ শতাংশ এবং তৃতীয় স্থানে থাকা কোম্পানির দর কমেছে ৪.২০ শতাংশ। তালিকায় আরও রয়েছে ৬.৯৮ শতাংশ, ৬.২৫ শতাংশ ও ৪.৭৫ শতাংশ দর হারানো কোম্পানিগুলো।: [808, 1715, 1208, 1783]
article-headline: গ্যাসের দাম দ্বিগুণ বাড়ানো জনগণের: [463, 1489, 767, 1514]
article-headline: স্পিকারের সাথে সৌদি আরবের শূরা: [450, 898, 780, 925]
article-headline: রাজপথে ফ্রি স্টাইলে কর্মসূচি দিলে সরকার: [1049, 258, 1195, 299]
article-body: কর্মকর্তারা জানান, অভিযান অব্যাহত থাকবে এবং কেউ আইনের ঊর্ধ্বে নয়। জনসাধারণের নিরাপত্তা নিশ্চিত করতে প্রয়োজনীয় সব পদক্ষেপ নেওয়া হয়েছে বলেও তারা উল্লেখ করেন। কর্মকর্তারা জানান, অভিযান অব্যাহত থাকবে এবং কেউ আইনের ঊর্ধ্বে নয়। জনসাধারণের নিরাপত্তা নিশ্চিত করতে প্রয়োজনীয় সব পদক্ষেপ নেওয়া হয়েছে বলেও তারা উল্লেখ করেন। কর্মকর্তারা জানান, অভিযান অব্যাহত থাকবে এবং কেউ আইনের ঊর্ধ্বে নয়। জনসাধারণের নিরাপত্তা নিশ্চিত করতে প্রয়োজনীয় সব পদক্ষেপ নেওয়া হয়েছে বলেও তারা উল্লেখ করেন।: [1026, 93, 1218, 252]
article-headline: ডিএসইতে দর পতনের শীর্ষে জিএসপি ফাইন্যান্স: [833, 1654, 1183, 1676]
continued-label: প্রথম পৃষ্ঠার পর: [125, 128, 185, 140]
